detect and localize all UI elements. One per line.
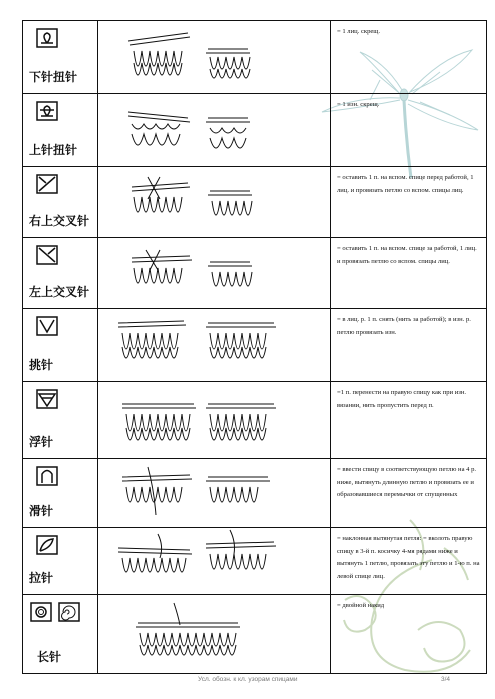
long-stitch-symbol-icon (29, 601, 81, 623)
table-row (23, 309, 487, 382)
stitch-label: 上针扭针 (29, 143, 78, 157)
stitch-label: 浮针 (29, 435, 54, 449)
stitch-label: 滑针 (29, 504, 54, 518)
left-cross-symbol-icon (35, 244, 59, 266)
table-row (23, 528, 487, 595)
stitch-label: 挑针 (29, 358, 54, 372)
stitch-label: 右上交叉针 (29, 214, 90, 228)
stitch-description: = в лиц. р. 1 п. снять (нить за работой); в изн. р. петлю провязать изн. (337, 316, 471, 336)
stitch-description: = двойной накид (337, 602, 385, 609)
table-row (23, 382, 487, 459)
twisted-knit-symbol-icon (35, 27, 59, 49)
float-stitch-symbol-icon (35, 388, 59, 410)
table-row (23, 595, 487, 674)
table-row (23, 459, 487, 528)
stitch-description: = наклонная вытянутая петля: = вколоть правую спицу в 3-й п. косичку 4-мя рядами ниже и вытянуть 1 петлю, провязать эту петлю и 1-ю п. на левой спице лиц. (337, 535, 480, 580)
table-row (23, 21, 487, 94)
knitting-illustration (98, 459, 330, 525)
slide-stitch-symbol-icon (35, 465, 59, 487)
page-footer (0, 674, 495, 688)
knitting-illustration (98, 528, 330, 592)
footer-title: Усл. обозн. к кл. узорам спицами (198, 676, 298, 683)
stitch-label: 长针 (37, 650, 62, 664)
pull-stitch-symbol-icon (35, 534, 59, 556)
knitting-illustration (98, 309, 330, 379)
knitting-illustration (98, 21, 330, 91)
knitting-illustration (98, 382, 330, 456)
knitting-illustration (98, 167, 330, 235)
stitch-description: = оставить 1 п. на вспом. спице за работой, 1 лиц. и провязать петлю со вспом. спицы лиц. (337, 245, 477, 265)
table-row (23, 167, 487, 238)
stitch-description: = 1 лиц. скрещ. (337, 28, 381, 35)
stitch-description: = 1 изн. скрещ. (337, 101, 380, 108)
stitch-description: =1 п. перенести на правую спицу как при изн. вязании, нить пропустить перед п. (337, 389, 467, 409)
table-row (23, 94, 487, 167)
stitch-label: 左上交叉针 (29, 285, 90, 299)
slip-stitch-symbol-icon (35, 315, 59, 337)
stitch-description: = ввести спицу в соответствующую петлю на 4 р. ниже, вытянуть длинную петлю и провязать ее и образовавшиеся перемычки от спущенных (337, 466, 477, 499)
table-row (23, 238, 487, 309)
twisted-purl-symbol-icon (35, 100, 59, 122)
stitch-label: 下针扭针 (29, 70, 78, 84)
knitting-symbols-table (22, 20, 487, 674)
right-cross-symbol-icon (35, 173, 59, 195)
stitch-label: 拉针 (29, 571, 54, 585)
knitting-illustration (98, 238, 330, 306)
stitch-description: = оставить 1 п. на вспом. спице перед работой, 1 лиц. и провязать петлю со вспом. спицы лиц. (337, 174, 474, 194)
knitting-illustration (98, 94, 330, 164)
page-number: 3/4 (441, 676, 451, 683)
knitting-illustration (98, 595, 330, 671)
